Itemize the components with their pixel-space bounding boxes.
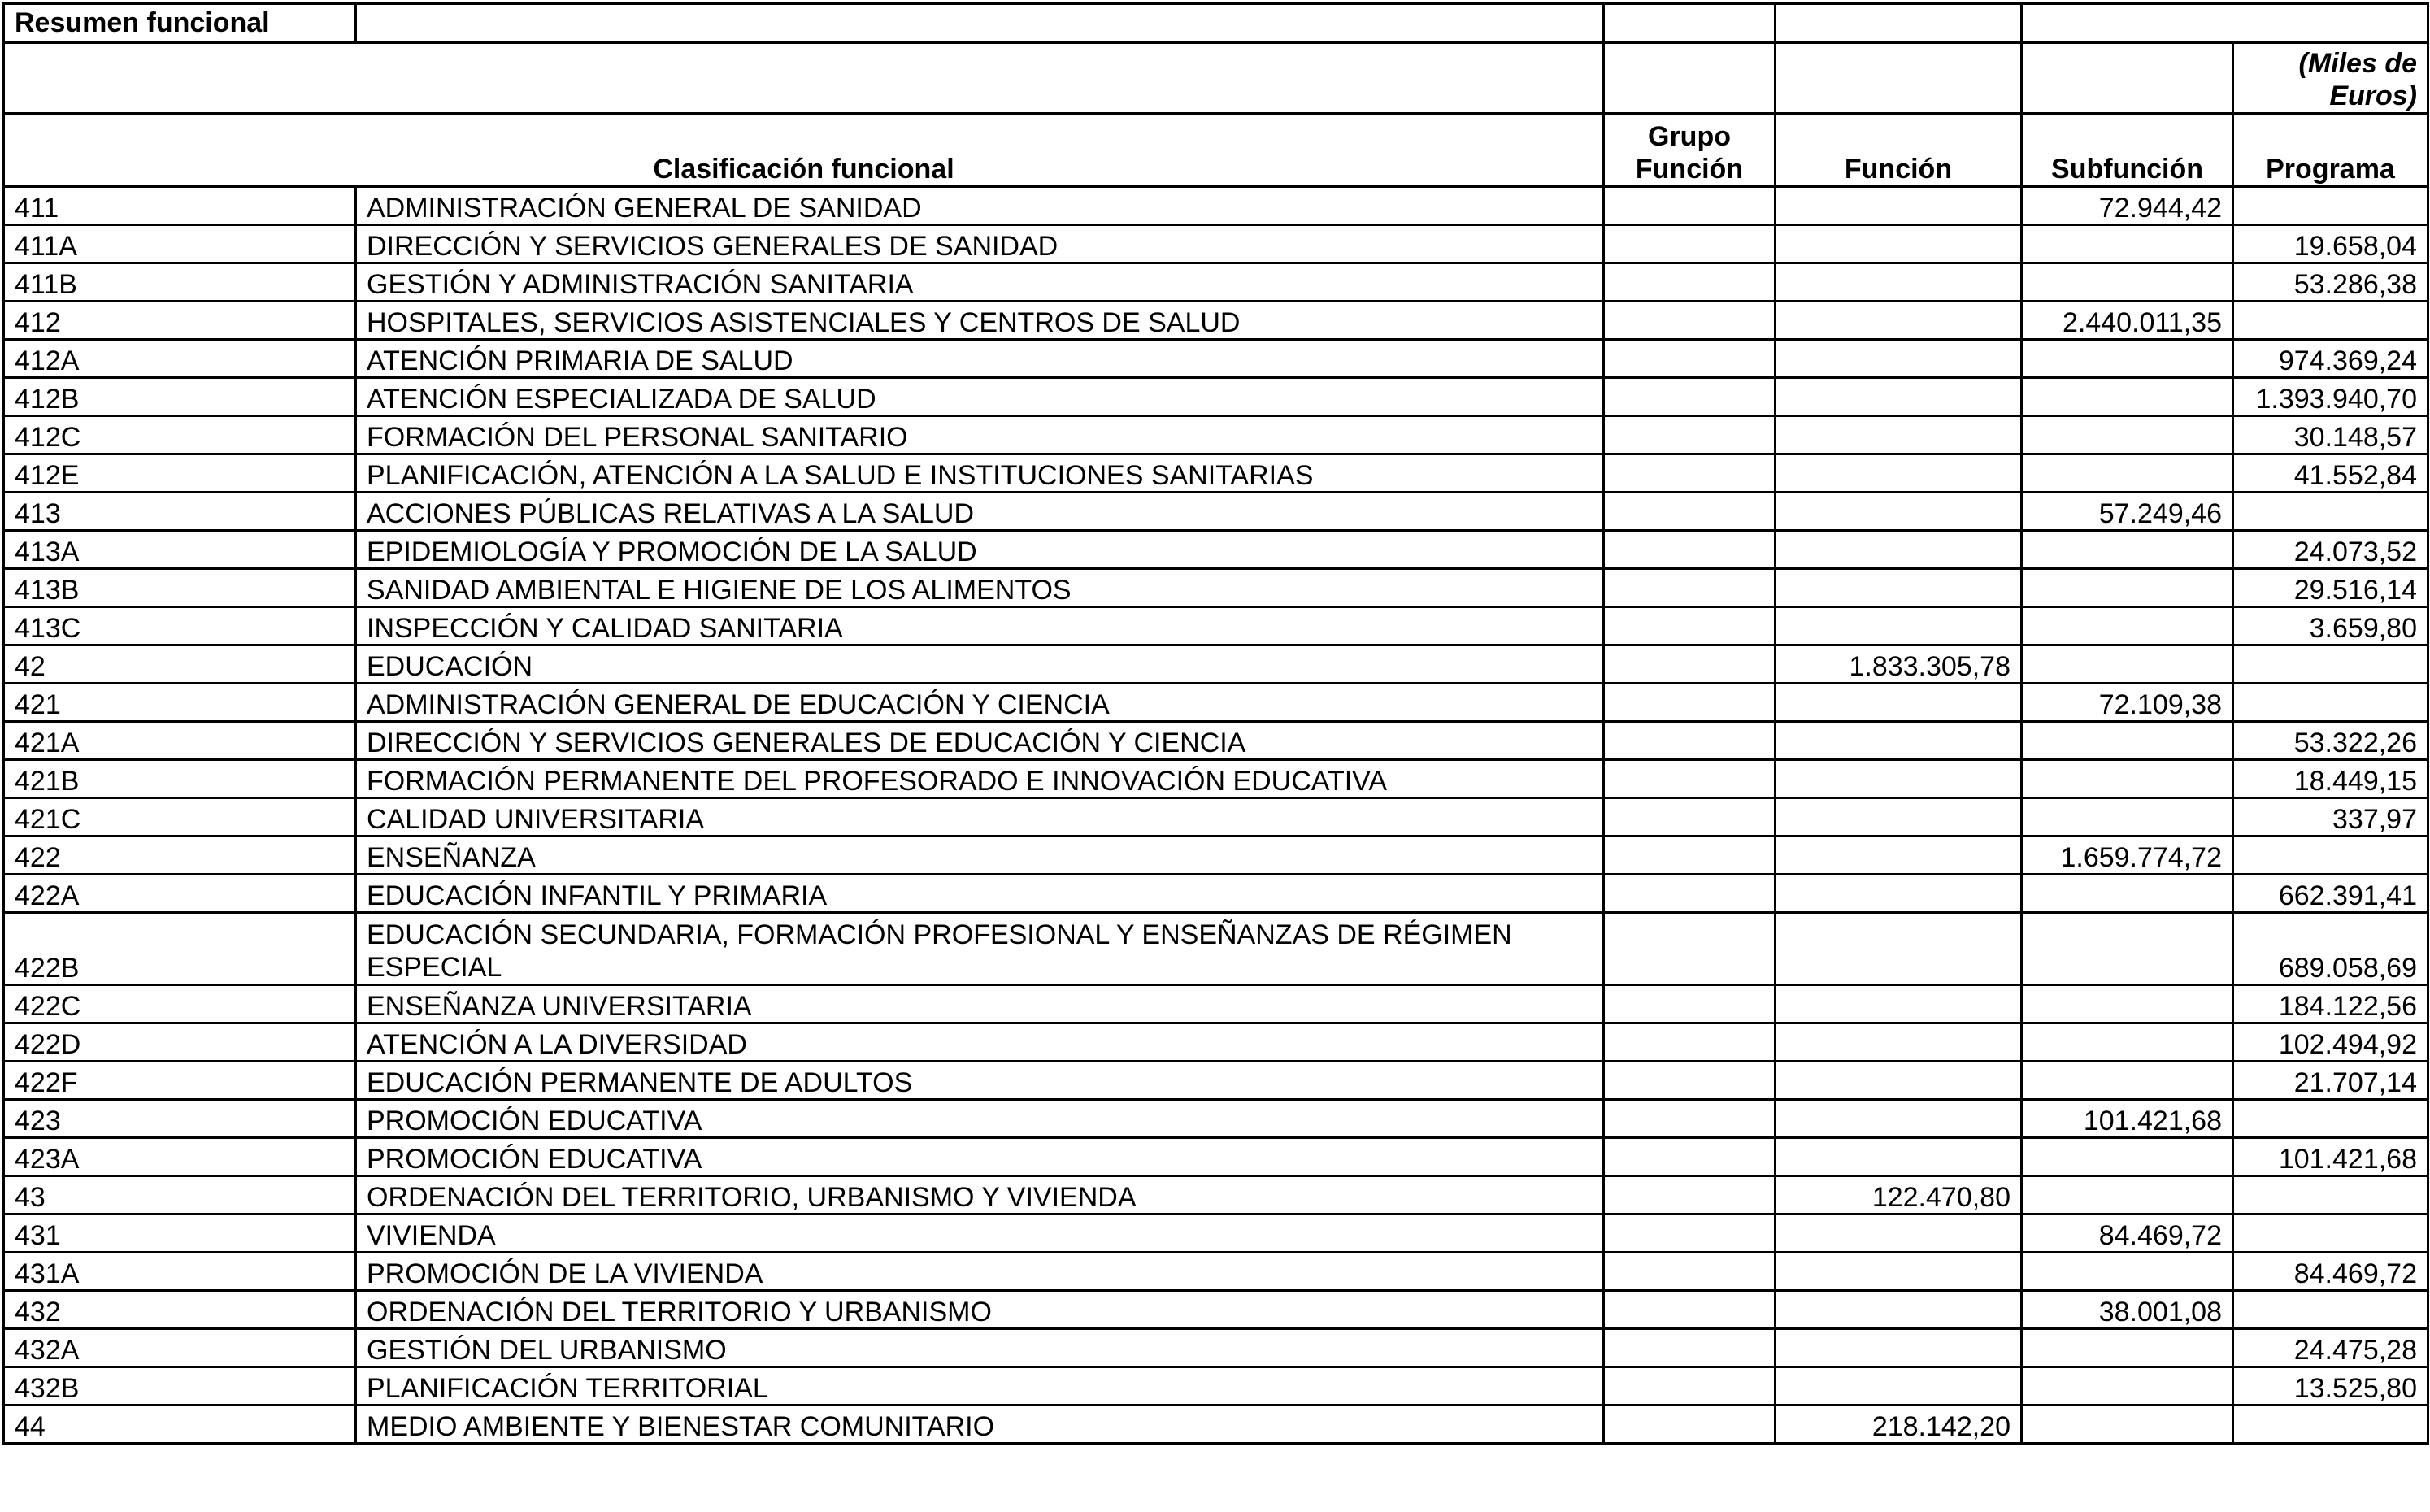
subfuncion-cell: [2022, 378, 2233, 416]
programa-cell: 29.516,14: [2233, 569, 2428, 607]
code-cell: 413B: [4, 569, 356, 607]
grupo-funcion-cell: [1604, 913, 1776, 985]
code-cell: 422F: [4, 1062, 356, 1100]
subfuncion-cell: [2022, 760, 2233, 798]
header-programa: Programa: [2233, 114, 2428, 187]
programa-cell: 30.148,57: [2233, 416, 2428, 454]
programa-cell: 102.494,92: [2233, 1023, 2428, 1062]
grupo-funcion-cell: [1604, 187, 1776, 225]
grupo-funcion-cell: [1604, 493, 1776, 531]
code-cell: 412C: [4, 416, 356, 454]
subfuncion-cell: [2022, 985, 2233, 1023]
header-funcion: Función: [1776, 114, 2022, 187]
grupo-funcion-cell: [1604, 836, 1776, 875]
programa-cell: [2233, 645, 2428, 684]
table-row: [4, 875, 2428, 913]
subfuncion-cell: [2022, 1176, 2233, 1214]
subfuncion-cell: [2022, 1329, 2233, 1367]
funcion-cell: [1776, 722, 2022, 760]
description-cell: PROMOCIÓN EDUCATIVA: [356, 1138, 1604, 1176]
funcion-cell: [1776, 913, 2022, 985]
funcion-cell: [1776, 302, 2022, 340]
table-row: [4, 263, 2428, 302]
funcion-cell: [1776, 340, 2022, 378]
table-row: [4, 1329, 2428, 1367]
funcion-cell: [1776, 760, 2022, 798]
table-row: [4, 1406, 2428, 1444]
subfuncion-cell: [2022, 1367, 2233, 1406]
programa-cell: [2233, 302, 2428, 340]
grupo-funcion-cell: [1604, 454, 1776, 493]
table-row: [4, 378, 2428, 416]
funcion-cell: [1776, 684, 2022, 722]
code-cell: 44: [4, 1406, 356, 1444]
programa-cell: 41.552,84: [2233, 454, 2428, 493]
funcion-cell: [1776, 1291, 2022, 1329]
subfuncion-cell: [2022, 1406, 2233, 1444]
subfuncion-cell: 2.440.011,35: [2022, 302, 2233, 340]
grupo-funcion-cell: [1604, 985, 1776, 1023]
grupo-funcion-cell: [1604, 416, 1776, 454]
programa-cell: 84.469,72: [2233, 1253, 2428, 1291]
subfuncion-cell: [2022, 263, 2233, 302]
funcion-cell: [1776, 454, 2022, 493]
subfuncion-cell: [2022, 416, 2233, 454]
table-body: [4, 4, 2428, 1444]
functional-summary-table: [2, 2, 2429, 1445]
subfuncion-cell: [2022, 798, 2233, 836]
description-cell: FORMACIÓN DEL PERSONAL SANITARIO: [356, 416, 1604, 454]
subfuncion-cell: [2022, 1062, 2233, 1100]
grupo-funcion-cell: [1604, 569, 1776, 607]
empty-cell: [1604, 4, 1776, 43]
grupo-funcion-cell: [1604, 263, 1776, 302]
code-cell: 422A: [4, 875, 356, 913]
description-cell: ENSEÑANZA UNIVERSITARIA: [356, 985, 1604, 1023]
code-cell: 422D: [4, 1023, 356, 1062]
grupo-funcion-cell: [1604, 302, 1776, 340]
programa-cell: [2233, 493, 2428, 531]
table-row: [4, 416, 2428, 454]
programa-cell: [2233, 1406, 2428, 1444]
grupo-funcion-cell: [1604, 1138, 1776, 1176]
grupo-funcion-cell: [1604, 378, 1776, 416]
code-cell: 423: [4, 1100, 356, 1138]
description-cell: ATENCIÓN PRIMARIA DE SALUD: [356, 340, 1604, 378]
empty-cell: [4, 43, 1604, 114]
programa-cell: 19.658,04: [2233, 225, 2428, 263]
subfuncion-cell: [2022, 454, 2233, 493]
programa-cell: 101.421,68: [2233, 1138, 2428, 1176]
sheet-title: Resumen funcional: [4, 4, 356, 43]
grupo-funcion-cell: [1604, 1214, 1776, 1253]
table-row: [4, 836, 2428, 875]
funcion-cell: [1776, 1253, 2022, 1291]
grupo-funcion-cell: [1604, 722, 1776, 760]
code-cell: 413: [4, 493, 356, 531]
description-cell: VIVIENDA: [356, 1214, 1604, 1253]
code-cell: 431: [4, 1214, 356, 1253]
subfuncion-cell: 84.469,72: [2022, 1214, 2233, 1253]
grupo-funcion-cell: [1604, 798, 1776, 836]
table-row: [4, 1176, 2428, 1214]
subfuncion-cell: [2022, 225, 2233, 263]
empty-cell: [1776, 43, 2022, 114]
table-row: [4, 607, 2428, 645]
grupo-funcion-cell: [1604, 1023, 1776, 1062]
programa-cell: 662.391,41: [2233, 875, 2428, 913]
programa-cell: 21.707,14: [2233, 1062, 2428, 1100]
table-row: [4, 1367, 2428, 1406]
funcion-cell: [1776, 378, 2022, 416]
table-row: [4, 760, 2428, 798]
units-label: (Miles de Euros): [2233, 43, 2428, 114]
subfuncion-cell: 101.421,68: [2022, 1100, 2233, 1138]
subfuncion-cell: [2022, 645, 2233, 684]
code-cell: 422C: [4, 985, 356, 1023]
funcion-cell: [1776, 225, 2022, 263]
table-row: [4, 684, 2428, 722]
description-cell: ADMINISTRACIÓN GENERAL DE EDUCACIÓN Y CIENCIA: [356, 684, 1604, 722]
funcion-cell: [1776, 493, 2022, 531]
header-subfuncion: Subfunción: [2022, 114, 2233, 187]
grupo-funcion-cell: [1604, 1176, 1776, 1214]
funcion-cell: [1776, 1367, 2022, 1406]
funcion-cell: [1776, 798, 2022, 836]
code-cell: 431A: [4, 1253, 356, 1291]
funcion-cell: [1776, 531, 2022, 569]
description-cell: ATENCIÓN A LA DIVERSIDAD: [356, 1023, 1604, 1062]
programa-cell: 53.322,26: [2233, 722, 2428, 760]
table-row: [4, 225, 2428, 263]
description-cell: ORDENACIÓN DEL TERRITORIO Y URBANISMO: [356, 1291, 1604, 1329]
programa-cell: 53.286,38: [2233, 263, 2428, 302]
description-cell: ADMINISTRACIÓN GENERAL DE SANIDAD: [356, 187, 1604, 225]
code-cell: 422B: [4, 913, 356, 985]
funcion-cell: [1776, 836, 2022, 875]
funcion-cell: [1776, 1062, 2022, 1100]
code-cell: 411: [4, 187, 356, 225]
funcion-cell: 122.470,80: [1776, 1176, 2022, 1214]
programa-cell: [2233, 187, 2428, 225]
description-cell: GESTIÓN Y ADMINISTRACIÓN SANITARIA: [356, 263, 1604, 302]
empty-cell: [1776, 4, 2022, 43]
code-cell: 412E: [4, 454, 356, 493]
grupo-funcion-cell: [1604, 225, 1776, 263]
description-cell: SANIDAD AMBIENTAL E HIGIENE DE LOS ALIMENTOS: [356, 569, 1604, 607]
grupo-funcion-cell: [1604, 1367, 1776, 1406]
empty-cell: [2022, 4, 2428, 43]
table-row: [4, 722, 2428, 760]
funcion-cell: [1776, 569, 2022, 607]
description-cell: MEDIO AMBIENTE Y BIENESTAR COMUNITARIO: [356, 1406, 1604, 1444]
table-row: [4, 1291, 2428, 1329]
grupo-funcion-cell: [1604, 645, 1776, 684]
header-row: [4, 114, 2428, 187]
grupo-funcion-cell: [1604, 684, 1776, 722]
funcion-cell: [1776, 1329, 2022, 1367]
subfuncion-cell: [2022, 607, 2233, 645]
table-row: [4, 985, 2428, 1023]
code-cell: 412B: [4, 378, 356, 416]
table-row: [4, 1023, 2428, 1062]
programa-cell: [2233, 1100, 2428, 1138]
subfuncion-cell: [2022, 1253, 2233, 1291]
table-row: [4, 493, 2428, 531]
subfuncion-cell: [2022, 722, 2233, 760]
description-cell: DIRECCIÓN Y SERVICIOS GENERALES DE SANIDAD: [356, 225, 1604, 263]
code-cell: 412: [4, 302, 356, 340]
header-classification: Clasificación funcional: [4, 114, 1604, 187]
code-cell: 413A: [4, 531, 356, 569]
description-cell: PROMOCIÓN EDUCATIVA: [356, 1100, 1604, 1138]
funcion-cell: 218.142,20: [1776, 1406, 2022, 1444]
description-cell: EDUCACIÓN INFANTIL Y PRIMARIA: [356, 875, 1604, 913]
table-row: [4, 1214, 2428, 1253]
code-cell: 422: [4, 836, 356, 875]
description-cell: EDUCACIÓN SECUNDARIA, FORMACIÓN PROFESIONAL Y ENSEÑANZAS DE RÉGIMEN ESPECIAL: [356, 913, 1604, 985]
code-cell: 43: [4, 1176, 356, 1214]
grupo-funcion-cell: [1604, 607, 1776, 645]
funcion-cell: [1776, 607, 2022, 645]
table-row: [4, 454, 2428, 493]
grupo-funcion-cell: [1604, 1062, 1776, 1100]
programa-cell: [2233, 684, 2428, 722]
programa-cell: [2233, 836, 2428, 875]
empty-cell: [2022, 43, 2233, 114]
description-cell: CALIDAD UNIVERSITARIA: [356, 798, 1604, 836]
code-cell: 411A: [4, 225, 356, 263]
code-cell: 432: [4, 1291, 356, 1329]
programa-cell: [2233, 1291, 2428, 1329]
code-cell: 42: [4, 645, 356, 684]
code-cell: 432B: [4, 1367, 356, 1406]
subfuncion-cell: 57.249,46: [2022, 493, 2233, 531]
programa-cell: 24.475,28: [2233, 1329, 2428, 1367]
subfuncion-cell: [2022, 1023, 2233, 1062]
grupo-funcion-cell: [1604, 1329, 1776, 1367]
code-cell: 412A: [4, 340, 356, 378]
code-cell: 411B: [4, 263, 356, 302]
programa-cell: [2233, 1214, 2428, 1253]
description-cell: PROMOCIÓN DE LA VIVIENDA: [356, 1253, 1604, 1291]
description-cell: EDUCACIÓN: [356, 645, 1604, 684]
description-cell: ENSEÑANZA: [356, 836, 1604, 875]
funcion-cell: [1776, 187, 2022, 225]
subfuncion-cell: [2022, 340, 2233, 378]
table-row: [4, 913, 2428, 985]
description-cell: ACCIONES PÚBLICAS RELATIVAS A LA SALUD: [356, 493, 1604, 531]
programa-cell: [2233, 1176, 2428, 1214]
description-cell: DIRECCIÓN Y SERVICIOS GENERALES DE EDUCACIÓN Y CIENCIA: [356, 722, 1604, 760]
description-cell: PLANIFICACIÓN TERRITORIAL: [356, 1367, 1604, 1406]
description-cell: EPIDEMIOLOGÍA Y PROMOCIÓN DE LA SALUD: [356, 531, 1604, 569]
programa-cell: 974.369,24: [2233, 340, 2428, 378]
funcion-cell: [1776, 1214, 2022, 1253]
table-row: [4, 798, 2428, 836]
funcion-cell: [1776, 875, 2022, 913]
description-cell: ATENCIÓN ESPECIALIZADA DE SALUD: [356, 378, 1604, 416]
programa-cell: 24.073,52: [2233, 531, 2428, 569]
description-cell: HOSPITALES, SERVICIOS ASISTENCIALES Y CENTROS DE SALUD: [356, 302, 1604, 340]
code-cell: 421: [4, 684, 356, 722]
funcion-cell: [1776, 1023, 2022, 1062]
empty-cell: [1604, 43, 1776, 114]
title-row: [4, 4, 2428, 43]
description-cell: FORMACIÓN PERMANENTE DEL PROFESORADO E INNOVACIÓN EDUCATIVA: [356, 760, 1604, 798]
table-row: [4, 645, 2428, 684]
programa-cell: 18.449,15: [2233, 760, 2428, 798]
grupo-funcion-cell: [1604, 340, 1776, 378]
programa-cell: 184.122,56: [2233, 985, 2428, 1023]
grupo-funcion-cell: [1604, 531, 1776, 569]
funcion-cell: [1776, 1138, 2022, 1176]
subfuncion-cell: [2022, 569, 2233, 607]
table-row: [4, 1138, 2428, 1176]
subfuncion-cell: 1.659.774,72: [2022, 836, 2233, 875]
description-cell: EDUCACIÓN PERMANENTE DE ADULTOS: [356, 1062, 1604, 1100]
grupo-funcion-cell: [1604, 1406, 1776, 1444]
subfuncion-cell: 72.109,38: [2022, 684, 2233, 722]
programa-cell: 689.058,69: [2233, 913, 2428, 985]
programa-cell: 1.393.940,70: [2233, 378, 2428, 416]
funcion-cell: [1776, 263, 2022, 302]
table-row: [4, 302, 2428, 340]
description-cell: INSPECCIÓN Y CALIDAD SANITARIA: [356, 607, 1604, 645]
table-row: [4, 1100, 2428, 1138]
grupo-funcion-cell: [1604, 760, 1776, 798]
code-cell: 413C: [4, 607, 356, 645]
grupo-funcion-cell: [1604, 1100, 1776, 1138]
grupo-funcion-cell: [1604, 1291, 1776, 1329]
empty-cell: [356, 4, 1604, 43]
subfuncion-cell: 38.001,08: [2022, 1291, 2233, 1329]
header-grupo-funcion: Grupo Función: [1604, 114, 1776, 187]
subfuncion-cell: [2022, 531, 2233, 569]
subfuncion-cell: [2022, 1138, 2233, 1176]
code-cell: 423A: [4, 1138, 356, 1176]
grupo-funcion-cell: [1604, 1253, 1776, 1291]
programa-cell: 3.659,80: [2233, 607, 2428, 645]
subfuncion-cell: 72.944,42: [2022, 187, 2233, 225]
programa-cell: 13.525,80: [2233, 1367, 2428, 1406]
programa-cell: 337,97: [2233, 798, 2428, 836]
funcion-cell: [1776, 416, 2022, 454]
table-row: [4, 1253, 2428, 1291]
code-cell: 421A: [4, 722, 356, 760]
description-cell: GESTIÓN DEL URBANISMO: [356, 1329, 1604, 1367]
subfuncion-cell: [2022, 913, 2233, 985]
grupo-funcion-cell: [1604, 875, 1776, 913]
table-row: [4, 187, 2428, 225]
table-row: [4, 1062, 2428, 1100]
funcion-cell: 1.833.305,78: [1776, 645, 2022, 684]
funcion-cell: [1776, 985, 2022, 1023]
code-cell: 421C: [4, 798, 356, 836]
subfuncion-cell: [2022, 875, 2233, 913]
code-cell: 421B: [4, 760, 356, 798]
units-row: [4, 43, 2428, 114]
funcion-cell: [1776, 1100, 2022, 1138]
table-row: [4, 340, 2428, 378]
table-row: [4, 531, 2428, 569]
code-cell: 432A: [4, 1329, 356, 1367]
table-row: [4, 569, 2428, 607]
description-cell: ORDENACIÓN DEL TERRITORIO, URBANISMO Y VIVIENDA: [356, 1176, 1604, 1214]
description-cell: PLANIFICACIÓN, ATENCIÓN A LA SALUD E INSTITUCIONES SANITARIAS: [356, 454, 1604, 493]
